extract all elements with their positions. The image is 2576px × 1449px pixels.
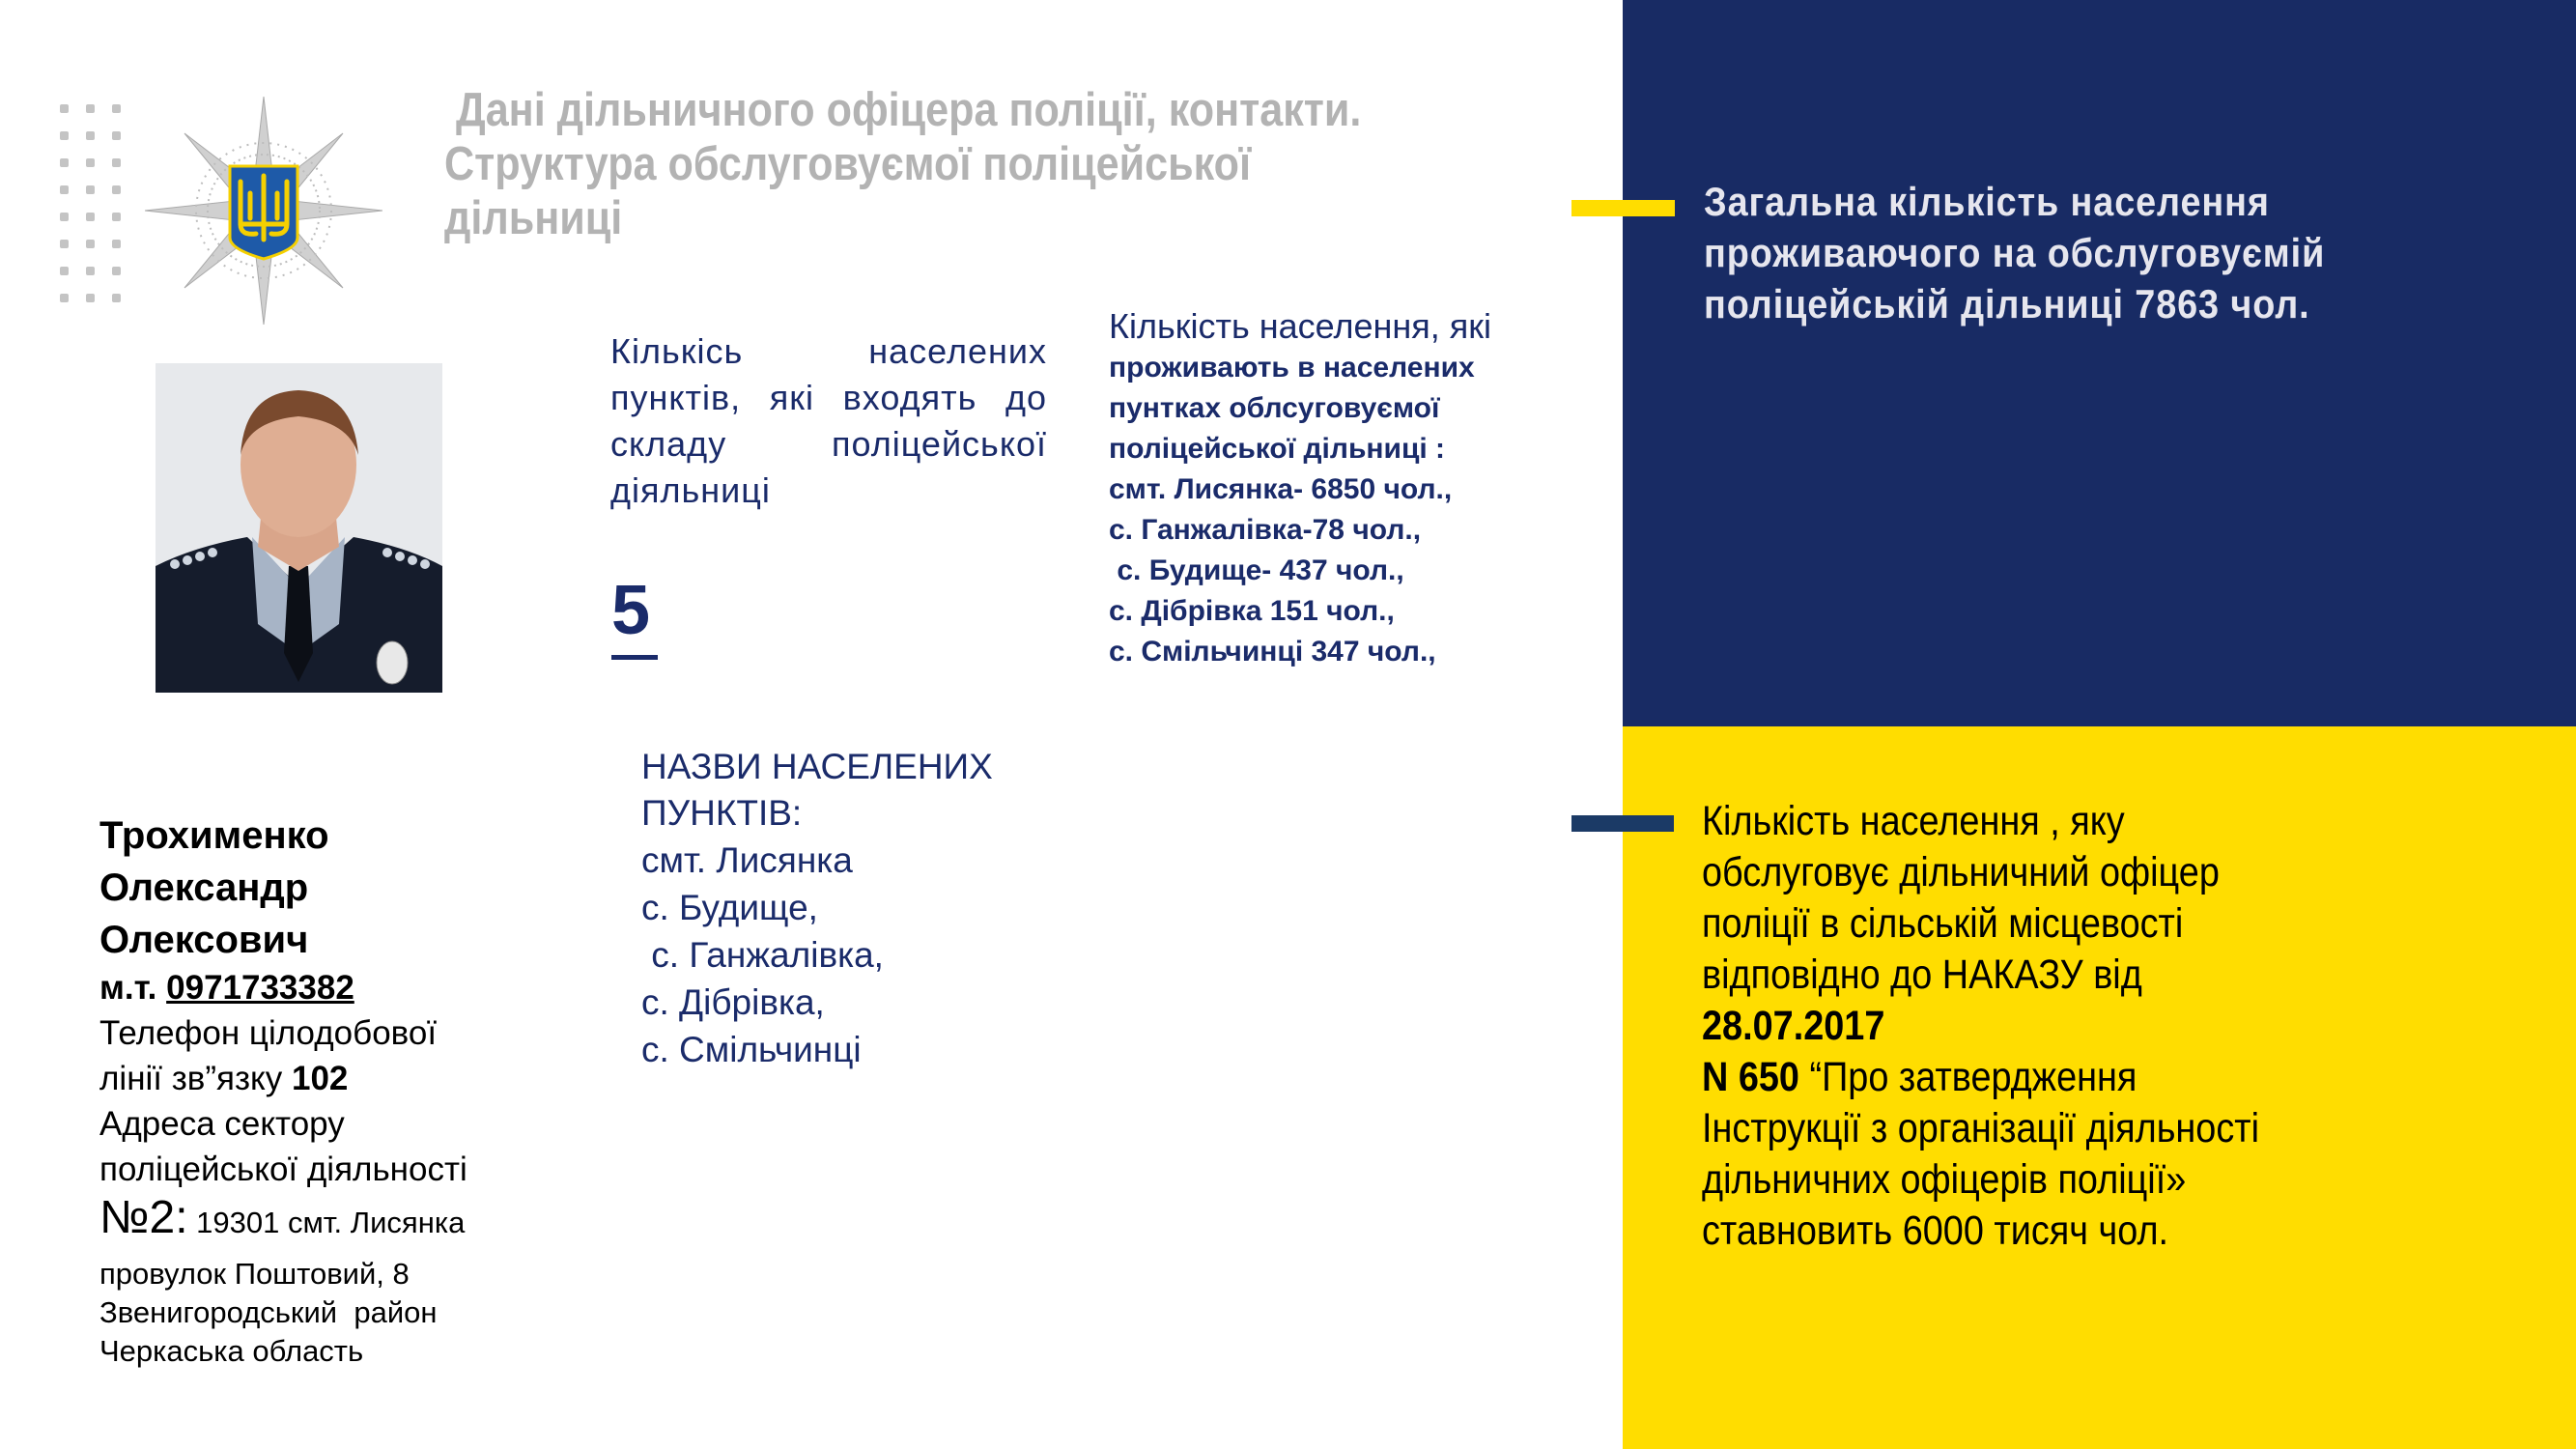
decorative-dot (86, 104, 95, 113)
address-label-1: Адреса сектору (99, 1105, 345, 1143)
norm-line-2: обслуговує дільничний офіцер (1702, 849, 2220, 895)
address-row (99, 1192, 563, 1255)
norm-line-9: ставновить 6000 тисяч чол. (1702, 1208, 2169, 1254)
decorative-dot (60, 104, 69, 113)
decorative-dot (86, 158, 95, 167)
settlement-name-item: смт. Лисянка (641, 840, 853, 880)
population-item: с. Смільчинці 347 чол., (1109, 636, 1436, 668)
decorative-dot (112, 131, 121, 140)
hotline-label-1: Телефон цілодобової (99, 1014, 438, 1052)
officer-contact-card (99, 810, 563, 1371)
decorative-dot (86, 213, 95, 221)
decorative-dot (112, 240, 121, 248)
population-item: с. Дібрівка 151 чол., (1109, 595, 1395, 627)
population-item: с. Будище- 437 чол., (1109, 554, 1404, 586)
population-by-settlement (1109, 305, 1572, 672)
population-heading: Кількість населення, які (1109, 306, 1491, 346)
police-star-emblem-icon (145, 97, 382, 325)
population-item: смт. Лисянка- 6850 чол., (1109, 473, 1453, 505)
hotline-number: 102 (291, 1060, 349, 1097)
decorative-dot (60, 158, 69, 167)
sector-number: №2: (99, 1192, 188, 1243)
order-number: N 650 (1702, 1054, 1799, 1100)
hotline-label-2: лінії зв”язку (99, 1060, 292, 1097)
norm-line-4: відповідно до НАКАЗУ від (1702, 952, 2142, 998)
address-label-2: поліцейської діяльності (99, 1151, 467, 1188)
decorative-dot (86, 131, 95, 140)
total-population-line-2: проживаючого на обслуговуємій (1704, 230, 2326, 275)
norm-line-3: поліції в сільській місцевості (1702, 900, 2184, 947)
hotline-row (99, 1056, 563, 1101)
population-subheading-3: поліцейської дільниці : (1109, 433, 1446, 465)
population-item: с. Ганжалівка-78 чол., (1109, 514, 1422, 546)
decorative-dot (60, 267, 69, 275)
total-population-panel (1623, 0, 2576, 726)
decorative-dot (86, 294, 95, 302)
settlement-name-item: с. Смільчинці (641, 1030, 862, 1069)
decorative-dot (112, 104, 121, 113)
settlement-names-heading-1: НАЗВИ НАСЕЛЕНИХ (641, 747, 993, 786)
decorative-dot (86, 240, 95, 248)
decorative-dot (112, 158, 121, 167)
title-line-3: дільниці (444, 192, 623, 244)
navy-accent-bar (1571, 815, 1674, 832)
population-subheading-1: проживають в населених (1109, 352, 1475, 384)
mobile-phone-link[interactable]: 0971733382 (166, 969, 354, 1007)
settlement-name-item: с. Дібрівка, (641, 982, 825, 1022)
total-population-line-3: поліцейській дільниці 7863 чол. (1704, 281, 2310, 327)
norm-line-6 (1702, 1052, 2449, 1103)
norm-date (1702, 1001, 2449, 1052)
settlements-count-label: Кількісь населених пунктів, які входять до складу поліцейської діяльниці (610, 331, 1047, 510)
officer-surname: Трохименко (99, 814, 329, 857)
population-subheading-2: пунтках облсуговуємої (1109, 392, 1440, 424)
decorative-dot (60, 240, 69, 248)
norm-text (1702, 796, 2449, 1257)
decorative-dot (60, 213, 69, 221)
address-line-3: Звенигородський район (99, 1295, 438, 1329)
mobile-phone-label: м.т. (99, 969, 167, 1007)
decorative-dot (86, 267, 95, 275)
total-population-line-1: Загальна кількість населення (1704, 179, 2270, 224)
address-line-2: провулок Поштовий, 8 (99, 1257, 410, 1291)
decorative-dot (112, 267, 121, 275)
order-date: 28.07.2017 (1702, 1003, 1885, 1049)
decorative-dot (60, 131, 69, 140)
settlements-count-value: 5 (611, 574, 658, 660)
norm-line-1: Кількість населення , яку (1702, 798, 2125, 844)
title-line-1: Дані дільничного офіцера поліції, контакти. (444, 84, 1362, 136)
officer-first-name: Олександр (99, 867, 309, 909)
page-title (444, 83, 1447, 245)
decorative-dot (112, 294, 121, 302)
settlement-names-heading-2: ПУНКТІВ: (641, 793, 803, 833)
total-population-text (1704, 176, 2451, 329)
norm-line-7: Інструкції з організації діяльності (1702, 1105, 2260, 1151)
settlement-name-item: с. Ганжалівка, (641, 935, 884, 975)
address-line-1: 19301 смт. Лисянка (187, 1206, 466, 1239)
address-line-4: Черкаська область (99, 1334, 364, 1368)
decorative-dot (112, 185, 121, 194)
decorative-dot (60, 185, 69, 194)
officer-photo (156, 363, 442, 693)
mobile-phone-row (99, 966, 563, 1010)
settlement-names-list (641, 744, 1086, 1073)
decorative-dot-grid (60, 104, 127, 317)
settlement-name-item: с. Будище, (641, 888, 818, 927)
decorative-dot (86, 185, 95, 194)
norm-line-8: дільничних офіцерів поліції» (1702, 1156, 2187, 1203)
title-line-2: Структура обслуговуємої поліцейської (444, 138, 1252, 190)
decorative-dot (60, 294, 69, 302)
order-title-start: “Про затвердження (1798, 1054, 2137, 1100)
yellow-accent-bar (1571, 200, 1675, 216)
officer-patronymic: Олексович (99, 919, 309, 961)
decorative-dot (112, 213, 121, 221)
